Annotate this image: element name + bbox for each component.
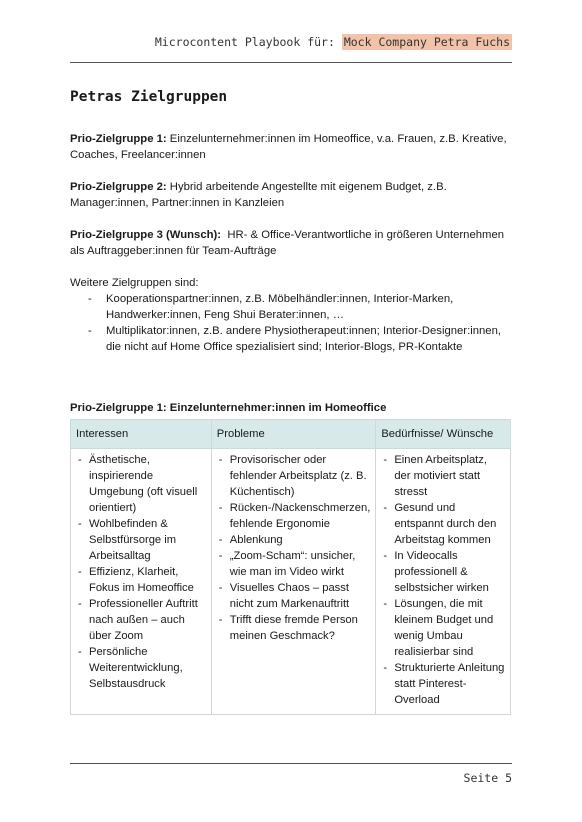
weitere-item: - Kooperationspartner:innen, z.B. Möbelhändler:innen, Interior-Marken, Handwerker:innen, Feng Shui Berater:innen, … <box>70 291 515 323</box>
footer-divider <box>70 763 512 764</box>
list-item: - Effizienz, Klarheit, Fokus im Homeoffice <box>75 564 206 596</box>
list-item: - Persönliche Weiterentwicklung, Selbstausdruck <box>75 644 206 692</box>
prio-2-label: Prio-Zielgruppe 2: <box>70 181 167 193</box>
list-item: - Einen Arbeitsplatz, der motiviert statt stresst <box>380 452 505 500</box>
list-item: - Lösungen, die mit kleinem Budget und wenig Umbau realisierbar sind <box>380 596 505 660</box>
weitere-item: - Multiplikator:innen, z.B. andere Physiotherapeut:innen; Interior-Designer:innen, die nicht auf Home Office spezialisiert sind; Interior-Blogs, PR-Kontakte <box>70 323 515 355</box>
list-item: - Ablenkung <box>216 532 371 548</box>
prio-1-paragraph <box>70 131 515 163</box>
table-header-row <box>71 420 511 449</box>
header-prefix: Microcontent Playbook für: <box>154 35 335 49</box>
prio-2-paragraph <box>70 179 515 211</box>
interessen-cell <box>71 449 212 715</box>
header-divider <box>70 62 512 63</box>
list-item: - Ästhetische, inspirierende Umgebung (oft visuell orientiert) <box>75 452 206 516</box>
prio-1-label: Prio-Zielgruppe 1: <box>70 133 167 145</box>
weitere-list <box>70 291 515 355</box>
list-item: - Rücken-/Nackenschmerzen, fehlende Ergonomie <box>216 500 371 532</box>
table-row <box>71 449 511 715</box>
list-item: - Trifft diese fremde Person meinen Geschmack? <box>216 612 371 644</box>
prio-3-paragraph <box>70 227 515 259</box>
header-interessen: Interessen <box>71 420 212 449</box>
table-title: Prio-Zielgruppe 1: Einzelunternehmer:innen im Homeoffice <box>70 402 387 414</box>
header-probleme: Probleme <box>211 420 376 449</box>
list-item: - Visuelles Chaos – passt nicht zum Markenauftritt <box>216 580 371 612</box>
prio-2-text: Hybrid arbeitende Angestellte mit eigenem Budget, z.B. Manager:innen, Partner:innen in Kanzleien <box>70 181 447 209</box>
weitere-zielgruppen <box>70 275 515 355</box>
page-header <box>155 35 512 49</box>
company-name: Mock Company Petra Fuchs <box>343 35 510 49</box>
prio-3-label: Prio-Zielgruppe 3 (Wunsch): <box>70 229 222 241</box>
list-item: - Gesund und entspannt durch den Arbeitstag kommen <box>380 500 505 548</box>
page-number: Seite 5 <box>463 771 512 785</box>
prio-3-text: HR- & Office-Verantwortliche in größeren Unternehmen als Auftraggeber:innen für Team-Aufträge <box>70 229 508 257</box>
zielgruppe-table <box>70 419 511 715</box>
weitere-intro: Weitere Zielgruppen sind: <box>70 277 199 289</box>
list-item: - In Videocalls professionell & selbstsicher wirken <box>380 548 505 596</box>
list-item: - Strukturierte Anleitung statt Pinterest-Overload <box>380 660 505 708</box>
beduerfnisse-cell <box>376 449 511 715</box>
prio-1-text: Einzelunternehmer:innen im Homeoffice, v.a. Frauen, z.B. Kreative, Coaches, Freelancer:innen <box>70 133 507 161</box>
page-title: Petras Zielgruppen <box>70 89 228 105</box>
list-item: - Professioneller Auftritt nach außen – auch über Zoom <box>75 596 206 644</box>
list-item: - Provisorischer oder fehlender Arbeitsplatz (z. B. Küchentisch) <box>216 452 371 500</box>
probleme-cell <box>211 449 376 715</box>
list-item: - Wohlbefinden & Selbstfürsorge im Arbeitsalltag <box>75 516 206 564</box>
list-item: - „Zoom-Scham“: unsicher, wie man im Video wirkt <box>216 548 371 580</box>
header-beduerfnisse: Bedürfnisse/ Wünsche <box>376 420 511 449</box>
